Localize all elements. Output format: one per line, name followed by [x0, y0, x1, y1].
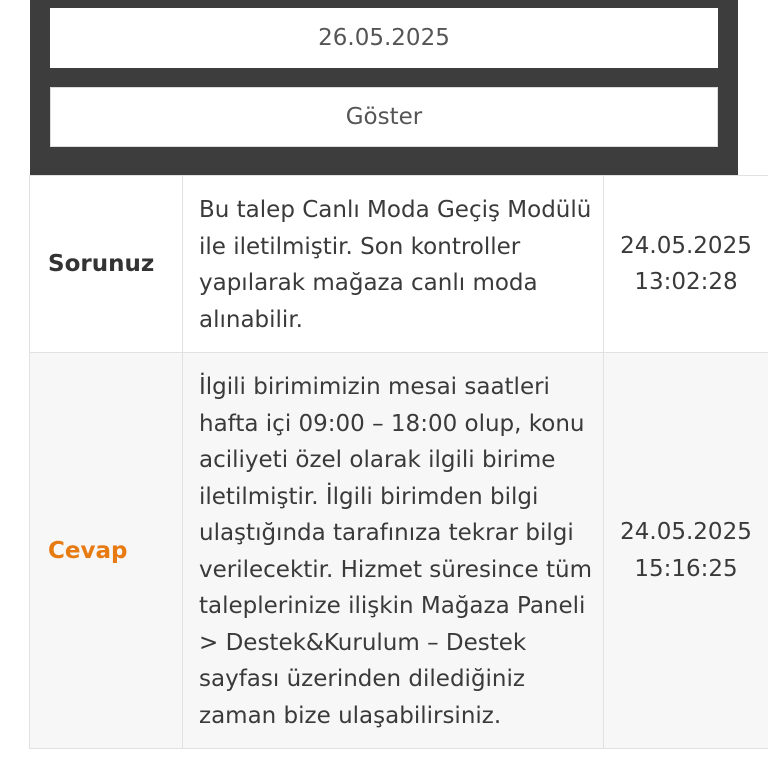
question-timestamp [604, 176, 768, 353]
question-time: 13:02:28 [634, 269, 738, 295]
table-row-answer [30, 353, 768, 749]
question-label-cell [30, 176, 183, 353]
show-button[interactable]: Göster [50, 87, 718, 147]
answer-timestamp [604, 353, 768, 749]
table-row-question [30, 176, 768, 353]
answer-label-cell [30, 353, 183, 749]
question-date: 24.05.2025 [620, 232, 752, 259]
question-message: Bu talep Canlı Moda Geçiş Modülü ile iletilmiştir. Son kontroller yapılarak mağaza canlı moda alınabilir. [183, 176, 604, 353]
answer-time: 15:16:25 [634, 555, 738, 582]
date-filter-panel [30, 0, 738, 175]
date-input[interactable] [50, 8, 718, 68]
question-label: Sorunuz [48, 251, 155, 277]
answer-message: İlgili birimimizin mesai saatleri hafta içi 09:00 – 18:00 olup, konu aciliyeti özel olarak ilgili birime iletilmiştir. İlgili birimden bilgi ulaştığında tarafınıza tekrar bilgi verilecektir. Hizmet süresince tüm taleplerinize ilişkin Mağaza Paneli > Destek&Kurulum – Destek sayfası üzerinden dilediğiniz zaman bize ulaşabilirsiniz. [183, 353, 604, 749]
answer-label: Cevap [48, 537, 128, 564]
ticket-conversation-table [29, 175, 768, 749]
answer-date: 24.05.2025 [620, 519, 752, 545]
